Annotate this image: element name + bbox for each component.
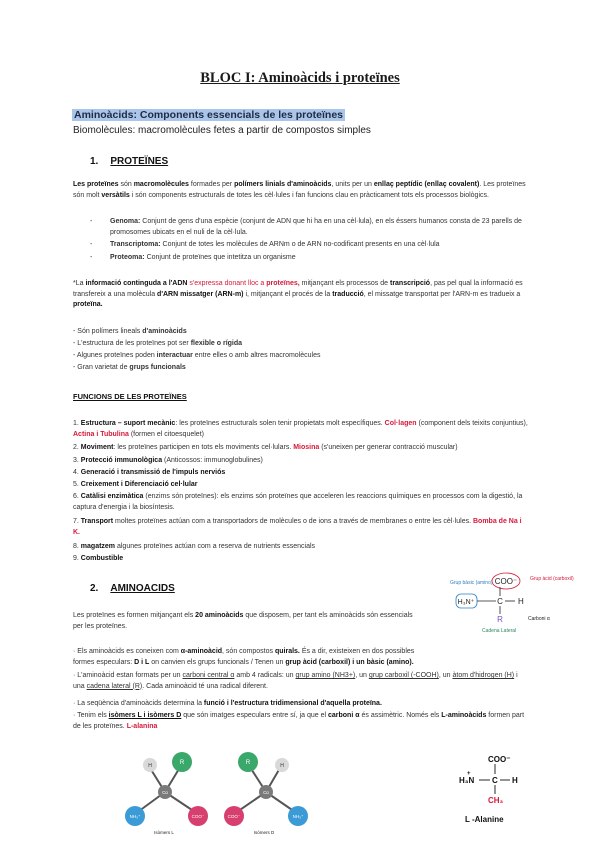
side-chain-r-label: R [497,615,503,624]
bullet-genoma: - Genoma: Conjunt de gens d'una espècie (conjunt de ADN que hi ha en una cèl·lula), en els éssers humanos consta de 23 parells de promosomes ubicats en el nuli de la cèl·lula. [90,218,522,236]
isomer-l-caption: Isòmers L [154,830,174,835]
bullet-proteoma: - Proteoma: Conjunt de proteïnes que intetitza un organisme [90,254,296,261]
alanine-carbon: C [492,776,498,785]
svg-text:NH₃⁺: NH₃⁺ [129,814,141,819]
subtitle: Biomolècules: macromolècules fetes a partir de compostos simples [73,125,371,136]
svg-text:NH₃⁺: NH₃⁺ [292,814,304,819]
function-item: 3. Protecció immunològica (Anticossos: immunoglobulines) [73,457,263,464]
svg-text:R: R [245,760,251,766]
function-item: 6. Catàlisi enzimàtica (enzims són proteïnes): els enzims són proteïnes que acceleren les reaccions químiques en processos com la digestió, la captura d'energia i la biosíntesis. [73,493,523,511]
page-title: BLOC I: Aminoàcids i proteïnes [200,70,400,86]
dna-expression-paragraph: *La informació continguda a l'ADN s'expressa donant lloc a proteïnes, mitjançant els processos de transcripció, pas pel qual la informació es transfereix a una molècula d'ARN missatger (ARN-m) i, mitjançant el procés de la traducció, el missatge transportat per l'ARN-m es tradueix a proteïna. [73,280,523,309]
label-acid-group: Grup àcid (carboxil) [530,576,574,582]
label-carboni-alpha: Carboni α [528,616,550,622]
l-alanine-diagram [455,752,535,828]
structure-paragraph: · L'aminoàcid estan formats per un carboni central α amb 4 radicals: un grup amino (NH3+), un grup carboxil (-COOH), un àtom d'hidrogen (H) i una cadena lateral (R). Cada aminoàcid té una radical diferent. [73,672,518,690]
carboxyl-label: COO⁻ [494,577,518,586]
isomer-l-diagram [120,748,215,838]
svg-text:H: H [148,763,152,769]
alanine-hydrogen: H [512,776,518,785]
function-item: 5. Creixement i Diferenciació cel·lular [73,481,198,488]
bullet-transcriptoma: - Transcriptoma: Conjunt de totes les molècules de ARNm o de ARN no-codificant presents en una cèl·lula [90,241,440,248]
function-item: 9. Combustible [73,555,124,562]
svg-text:H: H [280,763,284,769]
feature-line: - Algunes proteïnes poden interactuar entre elles o amb altres macromolècules [73,352,321,359]
label-side-chain: Cadena Lateral [482,628,517,634]
alanine-carboxyl: COO⁻ [488,755,511,764]
sequence-paragraph: · La seqüència d'aminoàcids determina la funció i l'estructura tridimensional d'aquella proteïna. [73,700,382,707]
function-item: 1. Estructura – suport mecànic: les proteïnes estructurals solen tenir propietats molt específiques. Col·lagen (component dels teixits conjuntius), Actina i Tubulina (formen el citoesquelet) [73,420,528,438]
amino-acid-structure-diagram [450,570,575,640]
alanine-amino: H₃N [459,776,475,785]
function-item: 7. Transport moltes proteïnes actúan com a transportadors de molècules o de ions a través de membranes o entre les cèl·lules. Bomba de Na i K. [73,518,522,536]
function-item: 8. magatzem algunes proteïnes actúan com a reserva de nutrients essencials [73,543,316,550]
isomer-d-diagram [218,748,313,838]
highlighted-section-heading: Aminoàcids: Components essencials de les proteïnes [74,109,343,121]
feature-line: - Gran varietat de grups funcionals [73,364,186,371]
svg-text:COO⁻: COO⁻ [227,814,241,819]
proteins-intro-paragraph: Les proteïnes són macromolècules formades per polímers linials d'aminoàcids, units per un enllaç peptídic (enllaç covalent). Les proteïnes són molt versàtils i són components estructurals de totes les cèl·lules i fan funcions clau en pràcticament tots els processos biològics. [73,181,526,199]
amino-label: H₃N⁺ [457,599,475,606]
functions-heading: FUNCIONS DE LES PROTEÏNES [73,392,187,401]
svg-text:Cα: Cα [263,790,269,795]
label-amino-group: Grup bàsic (amino) [450,580,493,586]
function-item: 4. Generació i transmissió de l'impuls nerviós [73,469,226,476]
svg-text:COO⁻: COO⁻ [191,814,205,819]
isomers-paragraph: · Tenim els isòmers L i isòmers D que són imatges especulars entre sí, ja que el carboni α és assimètric. Només els L-aminoàcids formen part de les proteïnes. L-alanina [73,712,525,730]
section-2-heading: 2. AMINOACIDS [90,583,175,594]
section-1-heading: 1. PROTEÏNES [90,156,169,167]
svg-text:R: R [179,760,185,766]
isomer-d-caption: Isòmers D [253,830,275,835]
alanine-plus: + [467,771,471,777]
alpha-carbon-label: C [497,597,503,606]
alanine-name: L -Alanine [465,815,504,824]
feature-line: - L'estructura de les proteïnes pot ser flexible o rígida [73,340,243,347]
alanine-methyl: CH₃ [488,796,504,805]
svg-text:Cα: Cα [162,790,168,795]
feature-line: - Són polímers lineals d'aminoàcids [73,328,187,335]
function-item: 2. Moviment: les proteïnes participen en tots els moviments cel·lulars. Miosina (s'uneixen per generar contracció muscular) [73,444,458,451]
aminoacids-intro-paragraph: Les proteïnes es formen mitjançant els 20 aminoàcids que disposem, per tant els aminoàcids són essencials per les proteïnes. [73,612,413,630]
hydrogen-label: H [518,597,524,606]
chirality-paragraph: · Els aminoàcids es coneixen com α-aminoàcid, són compostos quirals. És a dir, existeixen en dos possibles formes especulars: D i L on canvien els grups funcionals / Tenen un grup àcid (carboxil) i un bàsic (amino). [73,648,415,666]
